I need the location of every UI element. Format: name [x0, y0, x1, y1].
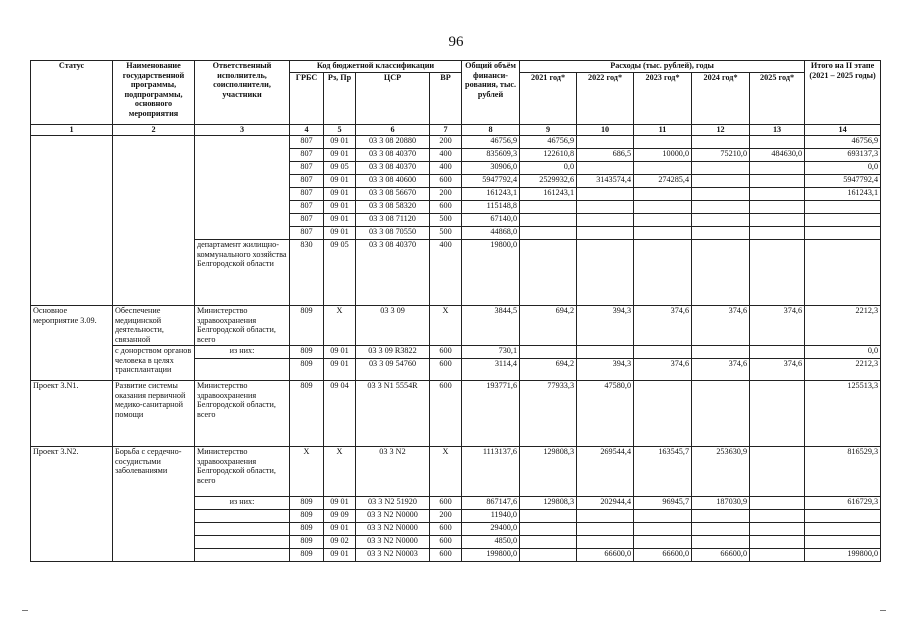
table-cell: 500 [430, 227, 462, 240]
table-cell: 09 05 [324, 240, 356, 306]
table-cell [634, 536, 692, 549]
table-cell: 11940,0 [462, 510, 520, 523]
col-number: 7 [430, 125, 462, 136]
table-cell [692, 536, 750, 549]
table-cell [750, 136, 805, 149]
table-cell [805, 227, 881, 240]
table-cell: 03 3 N1 5554R [356, 381, 430, 447]
table-cell: 115148,8 [462, 201, 520, 214]
table-cell: 03 3 N2 N0000 [356, 536, 430, 549]
table-cell: 730,1 [462, 346, 520, 359]
table-cell: 202944,4 [577, 497, 634, 510]
table-cell [634, 523, 692, 536]
table-cell [692, 381, 750, 447]
table-cell [750, 175, 805, 188]
table-cell: 274285,4 [634, 175, 692, 188]
table-row [31, 136, 881, 149]
table-cell: 03 3 08 70550 [356, 227, 430, 240]
table-cell: 75210,0 [692, 149, 750, 162]
table-cell: 694,2 [520, 359, 577, 381]
table-cell: 600 [430, 497, 462, 510]
table-cell: Основное мероприятие 3.09. [31, 306, 113, 381]
table-cell [692, 175, 750, 188]
table-cell [634, 346, 692, 359]
table-cell: 809 [290, 306, 324, 346]
header-rzpr: Рз, Пр [324, 73, 356, 125]
table-cell [750, 523, 805, 536]
table-cell: из них: [195, 346, 290, 359]
table-cell: 693137,3 [805, 149, 881, 162]
table-cell: 03 3 08 40370 [356, 240, 430, 306]
header-vr: ВР [430, 73, 462, 125]
table-cell [805, 201, 881, 214]
table-cell [577, 227, 634, 240]
table-cell: 374,6 [634, 306, 692, 346]
table-cell: 253630,9 [692, 447, 750, 497]
table-cell: X [324, 306, 356, 346]
col-number: 8 [462, 125, 520, 136]
table-cell: 807 [290, 136, 324, 149]
table-cell: 600 [430, 175, 462, 188]
table-cell: 807 [290, 214, 324, 227]
table-cell: 600 [430, 359, 462, 381]
table-cell: 3844,5 [462, 306, 520, 346]
table-cell [113, 136, 195, 306]
table-cell [750, 381, 805, 447]
table-cell: 67140,0 [462, 214, 520, 227]
table-cell [805, 214, 881, 227]
table-cell [195, 136, 290, 240]
col-number: 9 [520, 125, 577, 136]
scan-mark [22, 610, 28, 611]
header-csr: ЦСР [356, 73, 430, 125]
table-cell: 09 01 [324, 359, 356, 381]
table-cell: 400 [430, 162, 462, 175]
table-cell: 867147,6 [462, 497, 520, 510]
table-cell: 09 02 [324, 536, 356, 549]
table-cell: 200 [430, 510, 462, 523]
table-cell [520, 227, 577, 240]
table-cell: 03 3 N2 N0000 [356, 523, 430, 536]
col-number: 12 [692, 125, 750, 136]
table-cell [750, 510, 805, 523]
col-number: 2 [113, 125, 195, 136]
table-cell: 4850,0 [462, 536, 520, 549]
table-cell: 600 [430, 346, 462, 359]
table-cell: 161243,1 [462, 188, 520, 201]
table-cell: 03 3 08 40370 [356, 149, 430, 162]
table-cell [577, 162, 634, 175]
header-responsible: Ответственный исполнитель, соисполнители, участники [195, 61, 290, 125]
table-cell: 0,0 [520, 162, 577, 175]
table-cell: 374,6 [750, 359, 805, 381]
table-cell [692, 136, 750, 149]
table-cell [634, 510, 692, 523]
table-cell [692, 188, 750, 201]
table-cell: 03 3 N2 N0003 [356, 549, 430, 562]
table-cell: 3114,4 [462, 359, 520, 381]
table-cell: 09 01 [324, 549, 356, 562]
table-cell [692, 201, 750, 214]
table-cell: 807 [290, 188, 324, 201]
table-cell [634, 381, 692, 447]
table-cell: 03 3 09 [356, 306, 430, 346]
table-cell: 03 3 08 20880 [356, 136, 430, 149]
table-cell: 2212,3 [805, 306, 881, 346]
table-cell: 484630,0 [750, 149, 805, 162]
table-cell: 129808,3 [520, 497, 577, 510]
table-cell: 46756,9 [462, 136, 520, 149]
table-cell: 09 01 [324, 201, 356, 214]
table-cell: 809 [290, 536, 324, 549]
table-cell: 3143574,4 [577, 175, 634, 188]
table-cell: Министерство здравоохранения Белгородской области, всего [195, 306, 290, 346]
header-2022: 2022 год* [577, 73, 634, 125]
table-cell [520, 510, 577, 523]
table-cell: 809 [290, 497, 324, 510]
table-cell: 400 [430, 149, 462, 162]
table-cell [692, 162, 750, 175]
table-cell [195, 536, 290, 549]
table-cell: 394,3 [577, 306, 634, 346]
table-cell [692, 227, 750, 240]
table-cell [520, 549, 577, 562]
table-cell: 03 3 N2 N0000 [356, 510, 430, 523]
table-cell: 03 3 N2 [356, 447, 430, 497]
table-cell: Обеспечение медицинской деятельности, связанной [113, 306, 195, 346]
table-cell [750, 214, 805, 227]
table-cell [750, 497, 805, 510]
table-cell: 09 01 [324, 175, 356, 188]
header-name: Наименование государственной программы, подпрограммы, основного мероприятия [113, 61, 195, 125]
table-cell: 10000,0 [634, 149, 692, 162]
table-cell: 03 3 N2 51920 [356, 497, 430, 510]
table-cell: департамент жилищно-коммунального хозяйства Белгородской области [195, 240, 290, 306]
table-cell: 374,6 [750, 306, 805, 346]
table-cell: 03 3 09 R3822 [356, 346, 430, 359]
table-cell [805, 523, 881, 536]
table-cell: 500 [430, 214, 462, 227]
table-cell: 44868,0 [462, 227, 520, 240]
table-cell: 09 05 [324, 162, 356, 175]
table-cell: 187030,9 [692, 497, 750, 510]
table-cell [520, 240, 577, 306]
table-cell: 03 3 08 40600 [356, 175, 430, 188]
table-cell: 835609,3 [462, 149, 520, 162]
table-cell: 809 [290, 549, 324, 562]
table-cell [750, 227, 805, 240]
table-cell: из них: [195, 497, 290, 510]
table-cell: 807 [290, 175, 324, 188]
table-cell [692, 523, 750, 536]
header-status: Статус [31, 61, 113, 125]
table-cell: 03 3 08 71120 [356, 214, 430, 227]
table-cell [634, 201, 692, 214]
table-cell [634, 214, 692, 227]
table-cell [520, 346, 577, 359]
table-cell [750, 549, 805, 562]
table-cell [577, 523, 634, 536]
table-cell: 809 [290, 523, 324, 536]
header-2023: 2023 год* [634, 73, 692, 125]
scan-mark [880, 610, 886, 611]
table-cell [750, 188, 805, 201]
header-grbs: ГРБС [290, 73, 324, 125]
table-cell: 600 [430, 549, 462, 562]
table-cell: 269544,4 [577, 447, 634, 497]
table-cell: 161243,1 [805, 188, 881, 201]
table-cell: 125513,3 [805, 381, 881, 447]
header-2025: 2025 год* [750, 73, 805, 125]
table-cell: 19800,0 [462, 240, 520, 306]
table-cell: 200 [430, 188, 462, 201]
table-cell: 47580,0 [577, 381, 634, 447]
table-cell: 0,0 [805, 346, 881, 359]
table-cell: 09 09 [324, 510, 356, 523]
table-cell: 374,6 [692, 359, 750, 381]
table-cell: 09 01 [324, 188, 356, 201]
table-cell: 09 04 [324, 381, 356, 447]
table-row [31, 306, 881, 346]
table-cell: 809 [290, 359, 324, 381]
table-cell [634, 227, 692, 240]
col-number: 3 [195, 125, 290, 136]
table-cell: 09 01 [324, 136, 356, 149]
table-cell [577, 136, 634, 149]
table-cell [692, 214, 750, 227]
table-cell [520, 201, 577, 214]
table-cell [195, 510, 290, 523]
table-cell [577, 214, 634, 227]
col-number: 6 [356, 125, 430, 136]
table-cell: 46756,9 [805, 136, 881, 149]
table-cell [634, 240, 692, 306]
header-2024: 2024 год* [692, 73, 750, 125]
table-cell: 807 [290, 162, 324, 175]
table-cell: 600 [430, 523, 462, 536]
table-cell: 0,0 [805, 162, 881, 175]
table-cell [195, 359, 290, 381]
table-cell [577, 201, 634, 214]
table-row [31, 381, 881, 447]
col-number: 13 [750, 125, 805, 136]
table-cell: 161243,1 [520, 188, 577, 201]
header-stage-total: Итого на II этапе (2021 – 2025 годы) [805, 61, 881, 125]
table-cell [805, 240, 881, 306]
table-cell: 809 [290, 346, 324, 359]
table-cell: Борьба с сердечно-сосудистыми заболеваниями [113, 447, 195, 562]
table-cell: Министерство здравоохранения Белгородской области, всего [195, 447, 290, 497]
table-cell: 600 [430, 536, 462, 549]
table-cell: 30906,0 [462, 162, 520, 175]
table-cell: 5947792,4 [462, 175, 520, 188]
table-cell: 03 3 08 56670 [356, 188, 430, 201]
table-cell [692, 240, 750, 306]
table-cell: 1113137,6 [462, 447, 520, 497]
col-number: 11 [634, 125, 692, 136]
table-cell: Проект 3.N1. [31, 381, 113, 447]
table-row [31, 346, 881, 359]
col-number: 4 [290, 125, 324, 136]
table-cell: 600 [430, 381, 462, 447]
table-cell: 03 3 09 54760 [356, 359, 430, 381]
header-bcc: Код бюджетной классификации [290, 61, 462, 73]
col-number: 10 [577, 125, 634, 136]
table-cell: 122610,8 [520, 149, 577, 162]
table-cell: 03 3 08 40370 [356, 162, 430, 175]
table-cell: с донорством органов человека в целях трансплантации [113, 346, 195, 381]
table-cell: 09 01 [324, 523, 356, 536]
table-cell: 694,2 [520, 306, 577, 346]
table-cell [750, 162, 805, 175]
table-cell [577, 188, 634, 201]
table-cell [577, 536, 634, 549]
col-number: 1 [31, 125, 113, 136]
table-cell: 09 01 [324, 149, 356, 162]
table-cell: X [290, 447, 324, 497]
table-cell: 129808,3 [520, 447, 577, 497]
table-cell: X [430, 306, 462, 346]
table-cell: Развитие системы оказания первичной медико-санитарной помощи [113, 381, 195, 447]
table-cell: 807 [290, 227, 324, 240]
table-cell: 163545,7 [634, 447, 692, 497]
table-cell: 199800,0 [805, 549, 881, 562]
table-cell [577, 240, 634, 306]
table-cell: 46756,9 [520, 136, 577, 149]
budget-table [30, 60, 881, 562]
table-cell [805, 510, 881, 523]
table-cell [634, 188, 692, 201]
table-cell: 66600,0 [634, 549, 692, 562]
table-cell [577, 510, 634, 523]
header-2021: 2021 год* [520, 73, 577, 125]
table-cell [195, 523, 290, 536]
table-cell: 374,6 [634, 359, 692, 381]
table-cell: 807 [290, 201, 324, 214]
table-cell: 830 [290, 240, 324, 306]
table-cell: 686,5 [577, 149, 634, 162]
table-cell [750, 201, 805, 214]
table-cell: 809 [290, 510, 324, 523]
table-cell [750, 536, 805, 549]
header-expenses: Расходы (тыс. рублей), годы [520, 61, 805, 73]
table-cell: 09 01 [324, 227, 356, 240]
table-cell: 2529932,6 [520, 175, 577, 188]
col-number: 5 [324, 125, 356, 136]
table-cell: 374,6 [692, 306, 750, 346]
table-cell [577, 346, 634, 359]
table-cell: 816529,3 [805, 447, 881, 497]
table-cell [31, 136, 113, 306]
table-cell: Проект 3.N2. [31, 447, 113, 562]
table-cell: X [430, 447, 462, 497]
table-cell: 66600,0 [692, 549, 750, 562]
table-cell [520, 536, 577, 549]
table-row [31, 447, 881, 497]
table-cell: 600 [430, 201, 462, 214]
header-total-volume: Общий объём финанси-рования, тыс. рублей [462, 61, 520, 125]
table-cell: 09 01 [324, 497, 356, 510]
table-cell [750, 447, 805, 497]
table-cell [750, 346, 805, 359]
table-cell: X [324, 447, 356, 497]
table-cell: 66600,0 [577, 549, 634, 562]
table-cell [692, 346, 750, 359]
table-cell: Министерство здравоохранения Белгородской области, всего [195, 381, 290, 447]
col-number: 14 [805, 125, 881, 136]
table-cell [634, 136, 692, 149]
table-cell: 193771,6 [462, 381, 520, 447]
table-cell: 09 01 [324, 214, 356, 227]
table-cell [520, 523, 577, 536]
table-cell: 809 [290, 381, 324, 447]
table-cell: 77933,3 [520, 381, 577, 447]
table-cell: 807 [290, 149, 324, 162]
table-cell [520, 214, 577, 227]
table-cell: 96945,7 [634, 497, 692, 510]
table-cell [805, 536, 881, 549]
table-cell: 400 [430, 240, 462, 306]
table-cell [692, 510, 750, 523]
table-cell [195, 549, 290, 562]
table-cell [634, 162, 692, 175]
table-cell: 616729,3 [805, 497, 881, 510]
table-cell: 09 01 [324, 346, 356, 359]
table-cell: 200 [430, 136, 462, 149]
page-number: 96 [448, 34, 464, 50]
table-cell: 199800,0 [462, 549, 520, 562]
table-cell: 5947792,4 [805, 175, 881, 188]
table-cell: 29400,0 [462, 523, 520, 536]
table-cell [750, 240, 805, 306]
table-cell: 394,3 [577, 359, 634, 381]
table-cell: 03 3 08 58320 [356, 201, 430, 214]
table-cell: 2212,3 [805, 359, 881, 381]
